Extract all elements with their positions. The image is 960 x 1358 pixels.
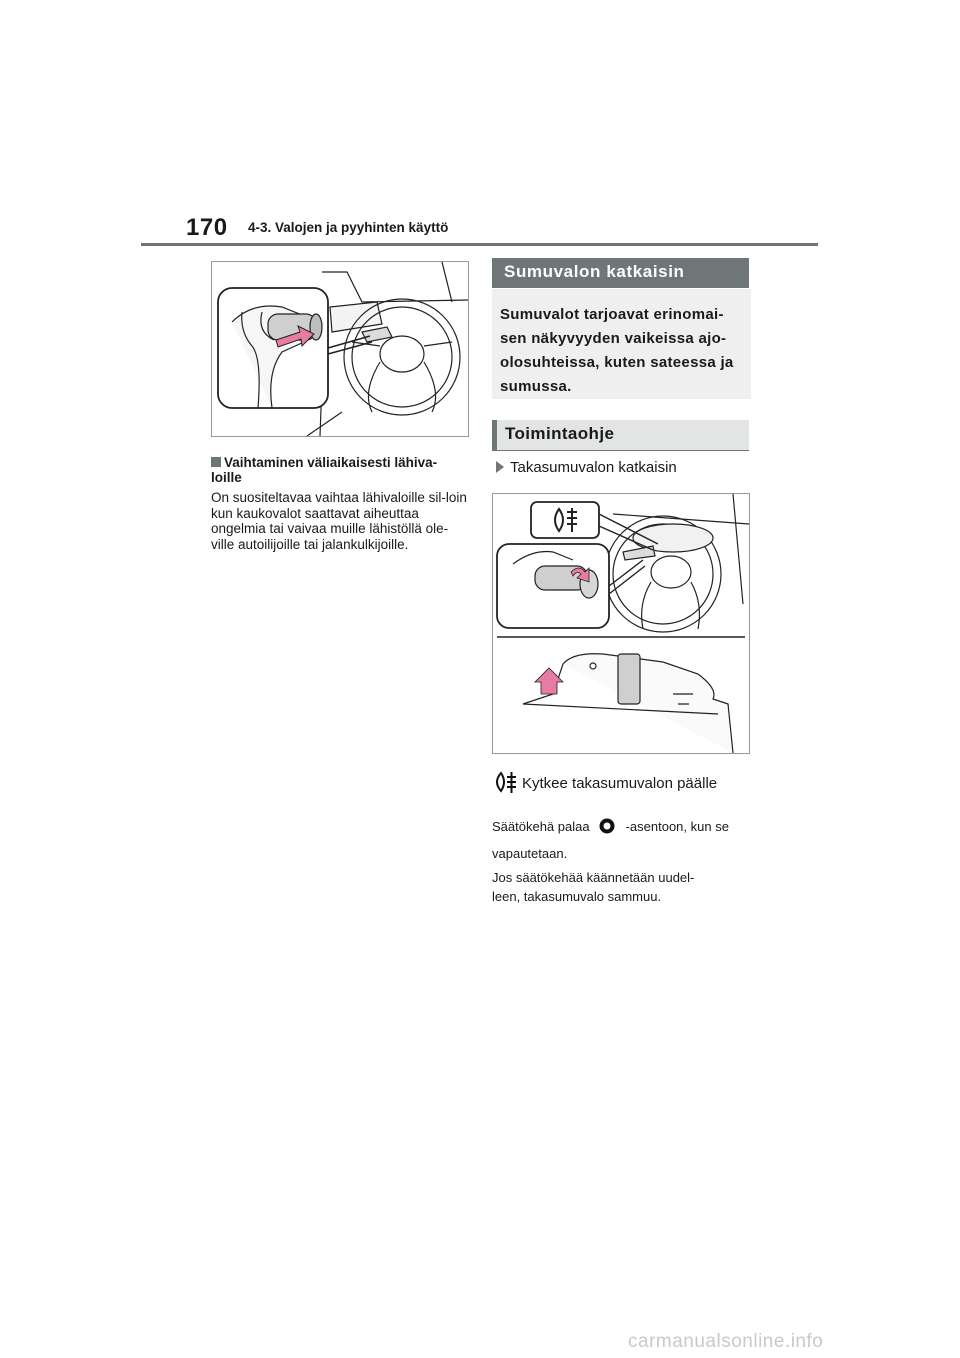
section-title: Sumuvalon katkaisin — [504, 262, 685, 281]
subsection-title: Toimintaohje — [505, 424, 615, 443]
note-line-1-after: -asentoon, kun se — [625, 819, 729, 834]
fog-caption-text: Kytkee takasumuvalon päälle — [522, 775, 718, 792]
note-line-4: leen, takasumuvalo sammuu. — [492, 889, 662, 904]
page-number: 170 — [186, 214, 228, 241]
triangle-bullet-icon — [496, 461, 504, 473]
left-subheading-text: Vaihtaminen väliaikaisesti lähiva-loille — [211, 455, 438, 485]
header-divider — [141, 243, 818, 246]
subsection-bar — [492, 420, 749, 450]
headlight-lever-illustration — [211, 261, 469, 437]
section-title-bar — [492, 258, 749, 288]
intro-text: Sumuvalot tarjoavat erinomai-sen näkyvyyden vaikeissa ajo-olosuhteissa, kuten sateessa ja sumussa. — [500, 306, 734, 395]
note-line-2: vapautetaan. — [492, 846, 568, 861]
left-subheading — [211, 455, 467, 485]
rear-fog-light-icon — [492, 770, 518, 794]
note-line-1 — [492, 817, 729, 835]
bullet-text: Takasumuvalon katkaisin — [510, 459, 677, 476]
fog-light-switch-illustration — [492, 493, 750, 754]
fog-caption-line — [492, 770, 717, 794]
subsection-accent — [492, 420, 497, 450]
neutral-position-icon — [598, 817, 616, 835]
watermark: carmanualsonline.info — [628, 1331, 824, 1352]
left-body-text: On suositeltavaa vaihtaa lähivaloille sil-loin kun kaukovalot saattavat aiheuttaa ongelmia tai vaivaa muille lähistöllä ole-ville autoilijoille tai jalankulkijoille. — [211, 490, 467, 552]
intro-box — [492, 289, 751, 399]
note-line-3: Jos säätökehää käännetään uudel- — [492, 870, 695, 885]
subsection-divider — [492, 450, 749, 451]
bullet-item — [496, 459, 677, 476]
note-line-1-before: Säätökehä palaa — [492, 819, 590, 834]
chapter-title: 4-3. Valojen ja pyyhinten käyttö — [248, 220, 449, 235]
square-bullet-icon — [211, 457, 221, 467]
